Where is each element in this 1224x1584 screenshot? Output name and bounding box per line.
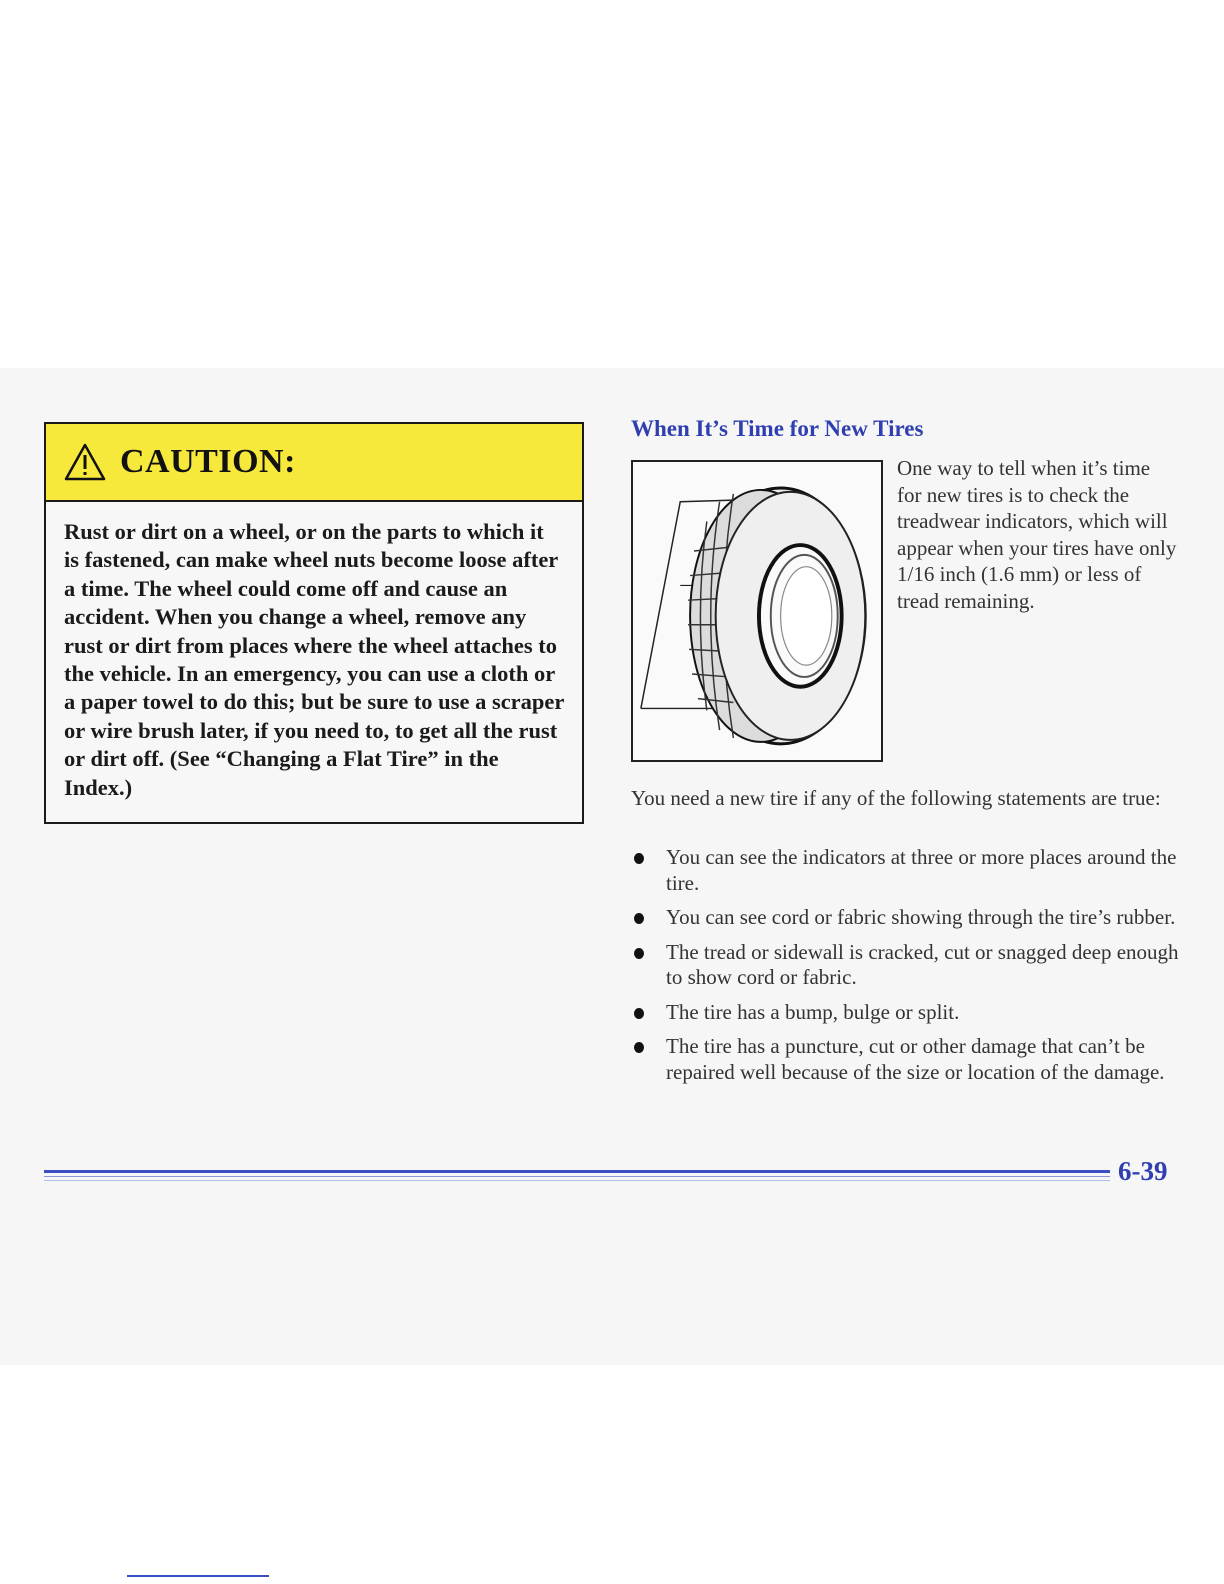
list-item-text: The tread or sidewall is cracked, cut or snagged deep enough to show cord or fabric.	[666, 939, 1179, 989]
caution-text: Rust or dirt on a wheel, or on the parts to which it is fastened, can make wheel nuts become loose after a time. The wheel could come off and cause an accident. When you change a wheel, remove any rust or dirt from places where the wheel attaches to the vehicle. In an emergency, you can use a cloth or a paper towel to do this; but be sure to use a scraper or wire brush later, if you need to, to get all the rust or dirt off. (See “Changing a Flat Tire” in the Index.)	[64, 519, 564, 800]
list-item-text: You can see cord or fabric showing through the tire’s rubber.	[666, 905, 1176, 929]
footer-rule-thin	[44, 1176, 1110, 1177]
list-item	[631, 1000, 1191, 1026]
list-item	[631, 905, 1191, 931]
list-item	[631, 940, 1191, 991]
tire-condition-list	[631, 845, 1191, 1094]
bullet-icon	[634, 1008, 644, 1019]
caution-header	[46, 424, 582, 502]
bullet-icon	[634, 948, 644, 959]
intro-paragraph: One way to tell when it’s time for new tires is to check the treadwear indicators, which will appear when your tires have only 1/16 inch (1.6 mm) or less of tread remaining.	[897, 456, 1177, 613]
page-number: 6-39	[1118, 1156, 1168, 1186]
caution-box	[44, 422, 584, 824]
footer-rule-faint	[44, 1180, 1110, 1181]
bullet-icon	[634, 913, 644, 924]
list-item	[631, 845, 1191, 896]
bullet-icon	[634, 853, 644, 864]
list-item-text: The tire has a puncture, cut or other damage that can’t be repaired well because of the size or location of the damage.	[666, 1034, 1165, 1084]
list-item	[631, 1034, 1191, 1085]
list-item-text: The tire has a bump, bulge or split.	[666, 999, 960, 1024]
tire-illustration	[631, 460, 883, 762]
bullet-icon	[634, 1042, 644, 1053]
section-heading: When It’s Time for New Tires	[631, 416, 924, 441]
tire-icon	[633, 462, 881, 760]
bottom-accent-line	[127, 1575, 269, 1577]
warning-triangle-icon	[64, 443, 106, 481]
footer-rule	[44, 1170, 1110, 1173]
need-new-tire-paragraph: You need a new tire if any of the following statements are true:	[631, 786, 1161, 810]
list-item-text: You can see the indicators at three or more places around the tire.	[666, 845, 1177, 895]
caution-title: CAUTION:	[120, 443, 296, 480]
